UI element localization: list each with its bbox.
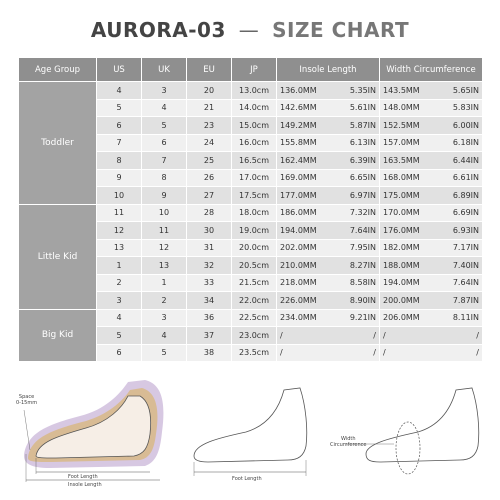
table-cell: 24 bbox=[187, 134, 232, 152]
table-cell: 23.0cm bbox=[232, 327, 277, 345]
table-cell: 6 bbox=[97, 344, 142, 362]
measurement-cell bbox=[380, 274, 483, 292]
table-cell: 22.0cm bbox=[232, 292, 277, 310]
metric-value: 162.4MM bbox=[280, 155, 317, 165]
table-cell: 20.5cm bbox=[232, 257, 277, 275]
imperial-value: 7.87IN bbox=[452, 295, 479, 305]
measurement-cell bbox=[380, 204, 483, 222]
table-cell: 23.5cm bbox=[232, 344, 277, 362]
table-cell: 26 bbox=[187, 169, 232, 187]
table-cell: 23 bbox=[187, 117, 232, 135]
table-cell: 4 bbox=[97, 82, 142, 100]
table-cell: 25 bbox=[187, 152, 232, 170]
metric-value: 157.0MM bbox=[383, 138, 420, 148]
table-cell: 2 bbox=[97, 274, 142, 292]
measurement-cell bbox=[277, 344, 380, 362]
measurement-cell bbox=[380, 187, 483, 205]
measurement-cell bbox=[380, 169, 483, 187]
table-cell: 1 bbox=[97, 257, 142, 275]
age-group-cell: Little Kid bbox=[19, 204, 97, 309]
age-group-cell: Big Kid bbox=[19, 309, 97, 362]
table-cell: 7 bbox=[97, 134, 142, 152]
shoe-fit-diagram bbox=[10, 372, 180, 492]
metric-value: 206.0MM bbox=[383, 313, 420, 323]
imperial-value: 5.61IN bbox=[349, 103, 376, 113]
imperial-value: 6.93IN bbox=[452, 225, 479, 235]
metric-value: 170.0MM bbox=[383, 208, 420, 218]
table-cell: 14.0cm bbox=[232, 99, 277, 117]
column-header: JP bbox=[232, 58, 277, 82]
insole-length-label: Insole Length bbox=[68, 482, 102, 488]
column-header: UK bbox=[142, 58, 187, 82]
table-cell: 32 bbox=[187, 257, 232, 275]
measurement-cell bbox=[380, 82, 483, 100]
page-title bbox=[0, 18, 500, 52]
metric-value: 194.0MM bbox=[383, 278, 420, 288]
table-cell: 21 bbox=[187, 99, 232, 117]
metric-value: 188.0MM bbox=[383, 260, 420, 270]
table-cell: 33 bbox=[187, 274, 232, 292]
measurement-diagrams bbox=[10, 372, 490, 492]
size-chart-table bbox=[18, 57, 483, 362]
table-cell: 2 bbox=[142, 292, 187, 310]
table-cell: 6 bbox=[97, 117, 142, 135]
metric-value: 142.6MM bbox=[280, 103, 317, 113]
metric-value: 234.0MM bbox=[280, 313, 317, 323]
measurement-cell bbox=[277, 82, 380, 100]
table-row bbox=[19, 82, 483, 100]
table-cell: 20.0cm bbox=[232, 239, 277, 257]
table-cell: 12 bbox=[97, 222, 142, 240]
metric-value: / bbox=[383, 330, 386, 340]
metric-value: / bbox=[280, 330, 283, 340]
measurement-cell bbox=[380, 344, 483, 362]
imperial-value: 5.35IN bbox=[349, 85, 376, 95]
metric-value: 136.0MM bbox=[280, 85, 317, 95]
imperial-value: 6.39IN bbox=[349, 155, 376, 165]
table-cell: 8 bbox=[97, 152, 142, 170]
table-cell: 5 bbox=[97, 99, 142, 117]
table-cell: 4 bbox=[142, 327, 187, 345]
imperial-value: 6.44IN bbox=[452, 155, 479, 165]
imperial-value: 5.87IN bbox=[349, 120, 376, 130]
table-cell: 16.5cm bbox=[232, 152, 277, 170]
table-cell: 3 bbox=[142, 309, 187, 327]
imperial-value: 6.61IN bbox=[452, 173, 479, 183]
imperial-value: 7.64IN bbox=[349, 225, 376, 235]
table-cell: 11 bbox=[142, 222, 187, 240]
imperial-value: 8.27IN bbox=[349, 260, 376, 270]
imperial-value: / bbox=[373, 330, 376, 340]
table-row bbox=[19, 204, 483, 222]
foot-length-label: Foot Length bbox=[68, 474, 98, 480]
imperial-value: 6.13IN bbox=[349, 138, 376, 148]
table-cell: 37 bbox=[187, 327, 232, 345]
metric-value: 143.5MM bbox=[383, 85, 420, 95]
imperial-value: 6.97IN bbox=[349, 190, 376, 200]
space-pointer bbox=[24, 410, 30, 450]
table-cell: 10 bbox=[142, 204, 187, 222]
table-cell: 31 bbox=[187, 239, 232, 257]
metric-value: 218.0MM bbox=[280, 278, 317, 288]
width-circumference-illustration bbox=[326, 372, 490, 492]
imperial-value: 6.69IN bbox=[452, 208, 479, 218]
table-cell: 17.0cm bbox=[232, 169, 277, 187]
model-name: AURORA-03 bbox=[90, 18, 226, 42]
imperial-value: 6.18IN bbox=[452, 138, 479, 148]
foot-length-diagram bbox=[188, 372, 318, 492]
table-cell: 13 bbox=[97, 239, 142, 257]
measurement-cell bbox=[277, 99, 380, 117]
width-label: Width bbox=[340, 436, 356, 442]
measurement-cell bbox=[380, 309, 483, 327]
metric-value: 200.0MM bbox=[383, 295, 420, 305]
metric-value: 226.0MM bbox=[280, 295, 317, 305]
metric-value: 148.0MM bbox=[383, 103, 420, 113]
imperial-value: 7.17IN bbox=[452, 243, 479, 253]
table-cell: 16.0cm bbox=[232, 134, 277, 152]
chart-subtitle: SIZE CHART bbox=[272, 18, 410, 42]
table-cell: 4 bbox=[142, 99, 187, 117]
table-cell: 13 bbox=[142, 257, 187, 275]
table-cell: 28 bbox=[187, 204, 232, 222]
table-cell: 21.5cm bbox=[232, 274, 277, 292]
measurement-cell bbox=[277, 239, 380, 257]
imperial-value: 5.65IN bbox=[452, 85, 479, 95]
measurement-cell bbox=[277, 117, 380, 135]
metric-value: / bbox=[280, 348, 283, 358]
imperial-value: 8.90IN bbox=[349, 295, 376, 305]
measurement-cell bbox=[277, 187, 380, 205]
foot-length-illustration bbox=[188, 372, 318, 492]
table-cell: 19.0cm bbox=[232, 222, 277, 240]
metric-value: 149.2MM bbox=[280, 120, 317, 130]
table-cell: 11 bbox=[97, 204, 142, 222]
measurement-cell bbox=[380, 117, 483, 135]
table-cell: 7 bbox=[142, 152, 187, 170]
imperial-value: / bbox=[373, 348, 376, 358]
table-cell: 3 bbox=[142, 82, 187, 100]
table-cell: 12 bbox=[142, 239, 187, 257]
circumference-label: Circumference bbox=[330, 442, 367, 448]
measurement-cell bbox=[277, 274, 380, 292]
measurement-cell bbox=[380, 152, 483, 170]
table-cell: 5 bbox=[142, 344, 187, 362]
metric-value: 194.0MM bbox=[280, 225, 317, 235]
table-cell: 27 bbox=[187, 187, 232, 205]
measurement-cell bbox=[380, 99, 483, 117]
table-header-row bbox=[19, 58, 483, 82]
metric-value: 177.0MM bbox=[280, 190, 317, 200]
column-header: EU bbox=[187, 58, 232, 82]
measurement-cell bbox=[380, 134, 483, 152]
table-cell: 5 bbox=[97, 327, 142, 345]
age-group-cell: Toddler bbox=[19, 82, 97, 205]
measurement-cell bbox=[277, 292, 380, 310]
table-cell: 9 bbox=[142, 187, 187, 205]
space-label: Space bbox=[18, 394, 35, 400]
metric-value: 182.0MM bbox=[383, 243, 420, 253]
metric-value: 202.0MM bbox=[280, 243, 317, 253]
measurement-cell bbox=[277, 257, 380, 275]
imperial-value: / bbox=[476, 348, 479, 358]
table-cell: 36 bbox=[187, 309, 232, 327]
column-header: Insole Length bbox=[277, 58, 380, 82]
table-row bbox=[19, 309, 483, 327]
foot-length-label-2: Foot Length bbox=[232, 476, 262, 482]
table-cell: 1 bbox=[142, 274, 187, 292]
bare-foot-shape bbox=[194, 388, 307, 462]
metric-value: 176.0MM bbox=[383, 225, 420, 235]
measurement-cell bbox=[277, 327, 380, 345]
imperial-value: 6.65IN bbox=[349, 173, 376, 183]
imperial-value: 7.95IN bbox=[349, 243, 376, 253]
table-cell: 13.0cm bbox=[232, 82, 277, 100]
imperial-value: 7.32IN bbox=[349, 208, 376, 218]
imperial-value: / bbox=[476, 330, 479, 340]
metric-value: 210.0MM bbox=[280, 260, 317, 270]
measurement-cell bbox=[277, 134, 380, 152]
table-cell: 34 bbox=[187, 292, 232, 310]
column-header: Width Circumference bbox=[380, 58, 483, 82]
table-cell: 8 bbox=[142, 169, 187, 187]
metric-value: 175.0MM bbox=[383, 190, 420, 200]
measurement-cell bbox=[277, 204, 380, 222]
measurement-cell bbox=[380, 292, 483, 310]
table-cell: 10 bbox=[97, 187, 142, 205]
width-circumference-diagram bbox=[326, 372, 490, 492]
title-dash: — bbox=[238, 18, 260, 42]
table-cell: 18.0cm bbox=[232, 204, 277, 222]
imperial-value: 5.83IN bbox=[452, 103, 479, 113]
measurement-cell bbox=[380, 327, 483, 345]
table-cell: 17.5cm bbox=[232, 187, 277, 205]
width-label-group bbox=[330, 436, 366, 448]
imperial-value: 7.64IN bbox=[452, 278, 479, 288]
table-body bbox=[19, 82, 483, 362]
table-cell: 30 bbox=[187, 222, 232, 240]
metric-value: 163.5MM bbox=[383, 155, 420, 165]
foot-outline-shape bbox=[366, 388, 479, 462]
table-cell: 22.5cm bbox=[232, 309, 277, 327]
measurement-cell bbox=[277, 152, 380, 170]
column-header: Age Group bbox=[19, 58, 97, 82]
space-label-group bbox=[16, 394, 37, 406]
metric-value: / bbox=[383, 348, 386, 358]
measurement-cell bbox=[380, 239, 483, 257]
measurement-cell bbox=[277, 309, 380, 327]
column-header: US bbox=[97, 58, 142, 82]
metric-value: 186.0MM bbox=[280, 208, 317, 218]
metric-value: 152.5MM bbox=[383, 120, 420, 130]
table-cell: 20 bbox=[187, 82, 232, 100]
space-value: 0-15mm bbox=[16, 400, 38, 406]
imperial-value: 6.89IN bbox=[452, 190, 479, 200]
table-cell: 4 bbox=[97, 309, 142, 327]
table-cell: 15.0cm bbox=[232, 117, 277, 135]
metric-value: 155.8MM bbox=[280, 138, 317, 148]
metric-value: 169.0MM bbox=[280, 173, 317, 183]
table-cell: 38 bbox=[187, 344, 232, 362]
measurement-cell bbox=[380, 222, 483, 240]
table-cell: 9 bbox=[97, 169, 142, 187]
measurement-cell bbox=[380, 257, 483, 275]
imperial-value: 8.58IN bbox=[349, 278, 376, 288]
table-cell: 6 bbox=[142, 134, 187, 152]
imperial-value: 9.21IN bbox=[349, 313, 376, 323]
imperial-value: 8.11IN bbox=[452, 313, 479, 323]
imperial-value: 7.40IN bbox=[452, 260, 479, 270]
measurement-cell bbox=[277, 222, 380, 240]
table-cell: 5 bbox=[142, 117, 187, 135]
imperial-value: 6.00IN bbox=[452, 120, 479, 130]
measurement-cell bbox=[277, 169, 380, 187]
metric-value: 168.0MM bbox=[383, 173, 420, 183]
table-cell: 3 bbox=[97, 292, 142, 310]
